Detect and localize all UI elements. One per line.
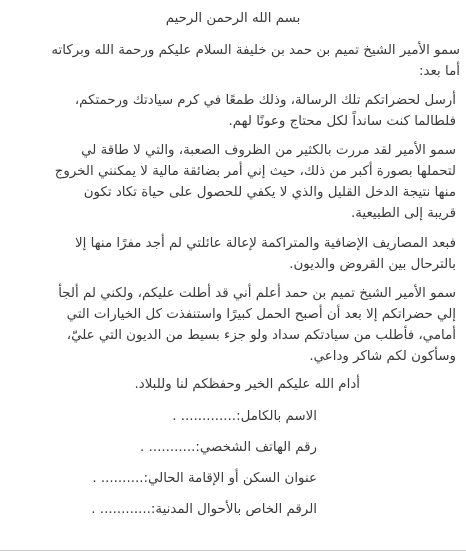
hardship-line-4: قريبة إلى الطبيعية.: [350, 206, 456, 221]
hardship-line-1: سمو الأمير لقد مررت بالكثير من الظروف الصعبة، والتي لا طاقة لي: [81, 143, 456, 158]
greeting-paragraph: [8, 40, 460, 82]
request-line-2: إلي حضراتكم إلا بعد أن أصبح الحمل كبيرًا واستنفذت كل الخيارات التي: [66, 307, 456, 322]
hardship-paragraph: [4, 140, 456, 224]
closing-prayer: أدام الله عليكم الخير وحفظكم لنا وللبلاد.: [134, 377, 360, 392]
hardship-line-3: منها نتيجة الدخل القليل والذي لا يكفي للحصول على حياة تكاد تكون: [83, 185, 456, 200]
expenses-line-2: بالترحال بين القروض والديون.: [289, 257, 456, 272]
request-line-1: سمو الأمير الشيخ تميم بن حمد أعلم أني قد أطلت عليكم، ولكني لم ألجأ: [58, 286, 456, 301]
intro-paragraph: [8, 90, 456, 132]
hardship-line-2: لتحملها بصورة أكبر من ذلك، حيث إني أمر بضائقة مالية لا يمكنني الخروج: [54, 164, 456, 179]
greeting-line-2: أما بعد:: [419, 64, 460, 79]
basmala: بسم الله الرحمن الرحيم: [165, 11, 301, 26]
greeting-line-1: سمو الأمير الشيخ تميم بن حمد بن خليفة السلام عليكم ورحمة الله وبركاته: [51, 43, 460, 58]
request-line-3: أمامي، فأطلب من سيادتكم سداد ولو جزء بسيط من الديون التي عليّ،: [66, 328, 456, 343]
request-paragraph: [8, 283, 456, 367]
field-civil-id: الرقم الخاص بالأحوال المدنية:............ .: [91, 502, 317, 517]
field-full-name: الاسم بالكامل:............. .: [172, 409, 317, 424]
request-line-4: وسأكون لكم شاكر وداعي.: [309, 349, 456, 364]
intro-line-2: فلطالما كنت سانداً لكل محتاج وعونًا لهم.: [228, 114, 456, 129]
field-address: عنوان السكن أو الإقامة الحالي:.......... .: [92, 471, 317, 486]
expenses-line-1: فبعد المصاريف الإضافية والمتراكمة لإعالة عائلتي لم أجد مفرًا منها إلا: [75, 236, 456, 251]
field-phone: رقم الهاتف الشخصي:........... .: [140, 440, 317, 455]
expenses-paragraph: [8, 233, 456, 275]
intro-line-1: أرسل لحضراتكم تلك الرسالة، وذلك طمعًا في كرم سيادتك ورحمتكم،: [74, 93, 456, 108]
